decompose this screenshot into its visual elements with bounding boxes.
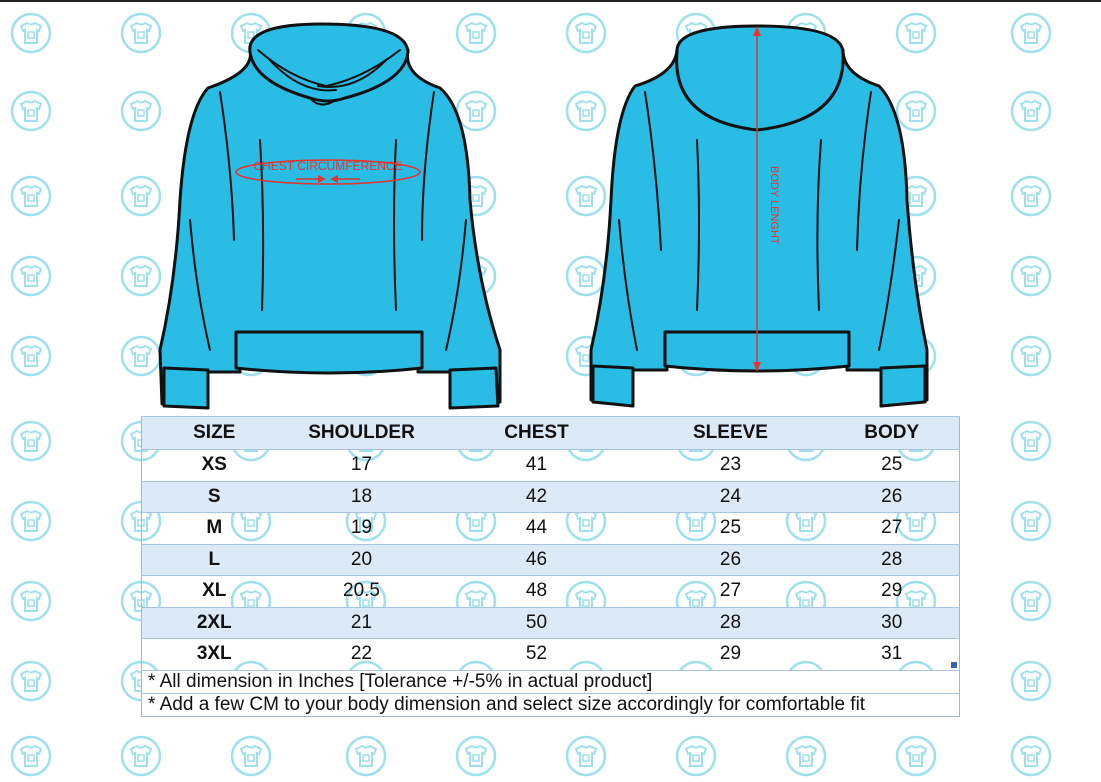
cell-size: S [142, 481, 287, 513]
hoodie-back-right-cuff [881, 366, 925, 406]
table-row [142, 450, 960, 482]
cell-chest: 41 [437, 450, 637, 482]
top-border-line [0, 0, 1101, 2]
tshirt-logo-icon [10, 255, 52, 297]
table-resize-handle [951, 662, 957, 668]
cell-sleeve: 25 [637, 513, 825, 545]
tshirt-logo-icon [1010, 335, 1052, 377]
cell-sleeve: 28 [637, 607, 825, 639]
header-shoulder: SHOULDER [287, 417, 437, 450]
cell-body: 29 [825, 576, 960, 608]
cell-size: 3XL [142, 639, 287, 671]
cell-size: XS [142, 450, 287, 482]
hoodie-front-illustration [150, 20, 505, 412]
table-row [142, 576, 960, 608]
cell-body: 26 [825, 481, 960, 513]
tshirt-logo-icon [1010, 175, 1052, 217]
cell-shoulder: 20.5 [287, 576, 437, 608]
header-chest: CHEST [437, 417, 637, 450]
table-row [142, 607, 960, 639]
tshirt-logo-icon [455, 735, 497, 777]
table-row [142, 544, 960, 576]
hoodie-front-left-cuff [164, 368, 208, 408]
cell-sleeve: 29 [637, 639, 825, 671]
cell-size: M [142, 513, 287, 545]
tshirt-logo-icon [1010, 580, 1052, 622]
cell-body: 25 [825, 450, 960, 482]
fit-advice-note: * Add a few CM to your body dimension and select size accordingly for comfortable fit [142, 693, 960, 716]
cell-size: 2XL [142, 607, 287, 639]
hoodie-back-illustration [585, 20, 930, 412]
table-row [142, 639, 960, 671]
tshirt-logo-icon [565, 735, 607, 777]
header-sleeve: SLEEVE [637, 417, 825, 450]
tshirt-logo-icon [1010, 500, 1052, 542]
tshirt-logo-icon [10, 420, 52, 462]
cell-shoulder: 20 [287, 544, 437, 576]
tshirt-logo-icon [895, 735, 937, 777]
cell-body: 31 [825, 639, 960, 671]
cell-chest: 44 [437, 513, 637, 545]
cell-sleeve: 27 [637, 576, 825, 608]
cell-sleeve: 24 [637, 481, 825, 513]
tshirt-logo-icon [10, 735, 52, 777]
hoodie-back-left-cuff [593, 366, 633, 406]
cell-shoulder: 22 [287, 639, 437, 671]
tshirt-logo-icon [120, 735, 162, 777]
cell-chest: 52 [437, 639, 637, 671]
tshirt-logo-icon [1010, 660, 1052, 702]
size-chart-table [141, 416, 960, 717]
table-header-row [142, 417, 960, 450]
header-body: BODY [825, 417, 960, 450]
tshirt-logo-icon [10, 335, 52, 377]
cell-sleeve: 26 [637, 544, 825, 576]
header-size: SIZE [142, 417, 287, 450]
tshirt-logo-icon [785, 735, 827, 777]
cell-shoulder: 19 [287, 513, 437, 545]
body-length-label: BODY LENGHT [768, 166, 780, 245]
table-row [142, 513, 960, 545]
tshirt-logo-icon [230, 735, 272, 777]
tshirt-logo-icon [1010, 255, 1052, 297]
cell-size: XL [142, 576, 287, 608]
cell-shoulder: 17 [287, 450, 437, 482]
table-row [142, 481, 960, 513]
tshirt-logo-icon [675, 735, 717, 777]
cell-chest: 42 [437, 481, 637, 513]
hoodie-front-right-cuff [450, 368, 498, 408]
cell-sleeve: 23 [637, 450, 825, 482]
cell-shoulder: 18 [287, 481, 437, 513]
cell-size: L [142, 544, 287, 576]
cell-shoulder: 21 [287, 607, 437, 639]
cell-body: 30 [825, 607, 960, 639]
tshirt-logo-icon [10, 175, 52, 217]
tshirt-logo-icon [10, 500, 52, 542]
tshirt-logo-icon [10, 580, 52, 622]
tshirt-logo-icon [10, 660, 52, 702]
hoodie-front-waistband [236, 332, 422, 373]
tshirt-logo-icon [345, 735, 387, 777]
cell-chest: 50 [437, 607, 637, 639]
tshirt-logo-icon [10, 90, 52, 132]
tshirt-logo-icon [10, 12, 52, 54]
tshirt-logo-icon [1010, 12, 1052, 54]
tshirt-logo-icon [1010, 90, 1052, 132]
cell-chest: 46 [437, 544, 637, 576]
note-row [142, 670, 960, 693]
cell-chest: 48 [437, 576, 637, 608]
tshirt-logo-icon [1010, 420, 1052, 462]
cell-body: 27 [825, 513, 960, 545]
tshirt-logo-icon [1010, 735, 1052, 777]
note-row [142, 693, 960, 716]
tolerance-note: * All dimension in Inches [Tolerance +/-5% in actual product] [142, 670, 960, 693]
cell-body: 28 [825, 544, 960, 576]
chest-circumference-label: CHEST CIRCUMFERENCE [253, 159, 403, 173]
